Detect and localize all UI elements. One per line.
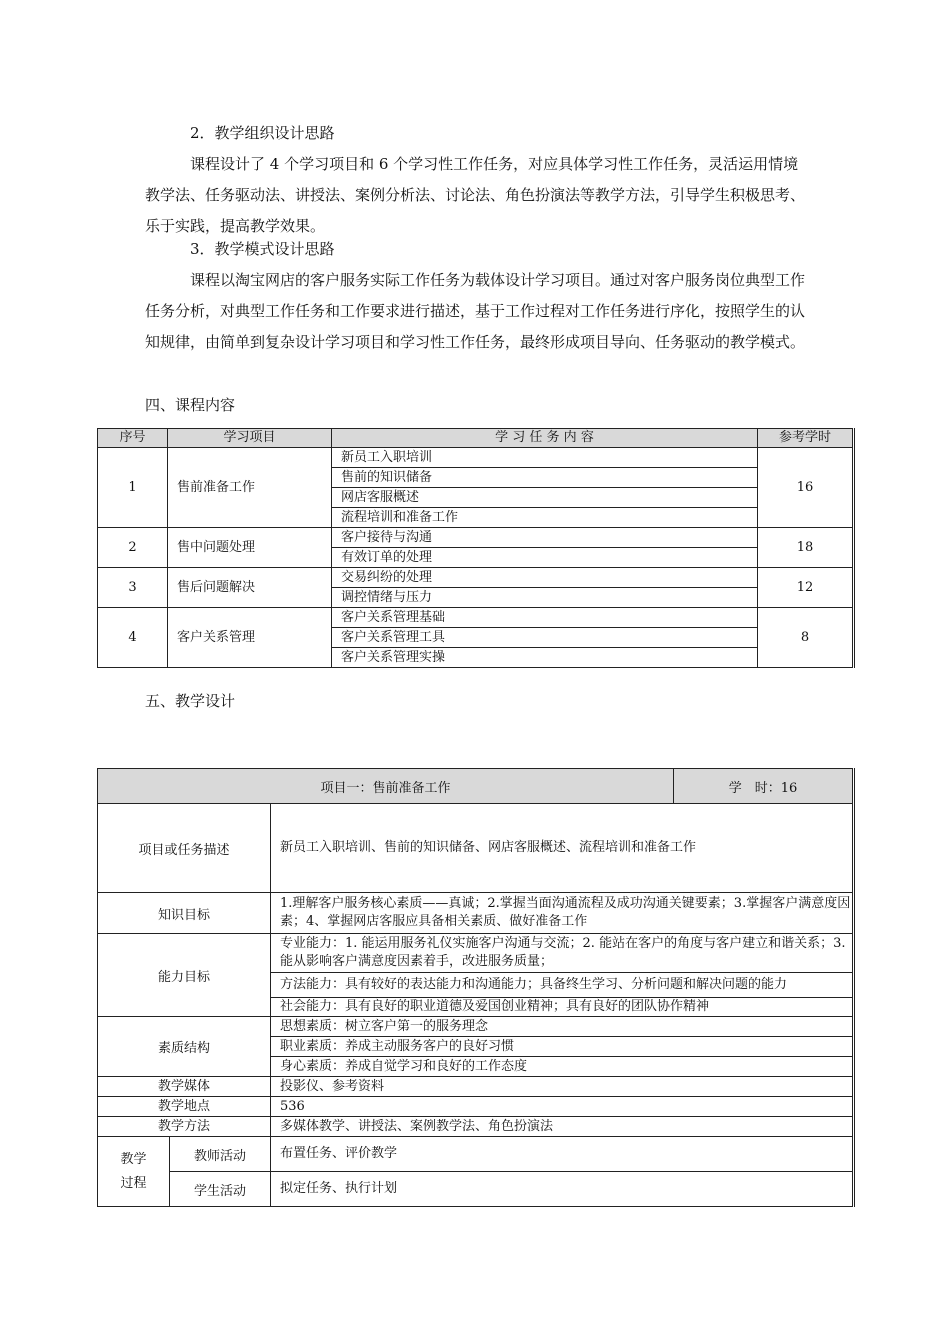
row-project: 售后问题解决 xyxy=(168,568,332,608)
header-no: 序号 xyxy=(98,429,168,448)
section2-heading: 2．教学组织设计思路 xyxy=(190,124,335,142)
process-label: 教学过程 xyxy=(98,1137,170,1207)
ability-social: 社会能力：具有良好的职业道德及爱国创业精神；具有良好的团队协作精神 xyxy=(271,998,854,1017)
place-value: 536 xyxy=(271,1097,854,1117)
project-title: 项目一：售前准备工作 xyxy=(98,769,674,804)
table-row xyxy=(98,568,854,588)
knowledge-value: 1.理解客户服务核心素质——真诚；2.掌握当面沟通流程及成功沟通关键要素；3.掌握客户满意度因素；4、掌握网店客服应具备相关素质、做好准备工作 xyxy=(271,893,854,934)
ability-professional: 专业能力：1. 能运用服务礼仪实施客户沟通与交流；2. 能站在客户的角度与客户建立和谐关系；3. 能从影响客户满意度因素着手，改进服务质量； xyxy=(271,934,854,973)
section5-title: 五、教学设计 xyxy=(145,692,236,710)
teaching-design-table xyxy=(97,768,855,1207)
row-task: 流程培训和准备工作 xyxy=(332,508,758,528)
row-no: 4 xyxy=(98,608,168,668)
row-no: 2 xyxy=(98,528,168,568)
header-hours: 参考学时 xyxy=(758,429,854,448)
desc-value: 新员工入职培训、售前的知识储备、网店客服概述、流程培训和准备工作 xyxy=(271,804,854,893)
table-row xyxy=(98,448,854,468)
table-row xyxy=(98,608,854,628)
row-no: 1 xyxy=(98,448,168,528)
table-row xyxy=(98,528,854,548)
section3-body: 课程以淘宝网店的客户服务实际工作任务为载体设计学习项目。通过对客户服务岗位典型工作任务分析，对典型工作任务和工作要求进行描述，基于工作过程对工作任务进行序化，按照学生的认知规律，由简单到复杂设计学习项目和学习性工作任务，最终形成项目导向、任务驱动的教学模式。 xyxy=(145,271,806,351)
project-header-row xyxy=(98,769,854,804)
knowledge-label: 知识目标 xyxy=(98,893,271,934)
row-task: 交易纠纷的处理 xyxy=(332,568,758,588)
row-no: 3 xyxy=(98,568,168,608)
media-value: 投影仪、参考资料 xyxy=(271,1077,854,1097)
row-hours: 18 xyxy=(758,528,854,568)
quality-thought: 思想素质：树立客户第一的服务理念 xyxy=(271,1017,854,1037)
section3-heading: 3．教学模式设计思路 xyxy=(190,240,335,258)
place-label: 教学地点 xyxy=(98,1097,271,1117)
row-task: 有效订单的处理 xyxy=(332,548,758,568)
row-task: 客户关系管理实操 xyxy=(332,648,758,668)
header-project: 学习项目 xyxy=(168,429,332,448)
section2-body: 课程设计了 4 个学习项目和 6 个学习性工作任务，对应具体学习性工作任务，灵活运用情境教学法、任务驱动法、讲授法、案例分析法、讨论法、角色扮演法等教学方法，引导学生积极思考、乐于实践，提高教学效果。 xyxy=(145,155,806,235)
course-content-table xyxy=(97,428,855,668)
student-activity-value: 拟定任务、执行计划 xyxy=(271,1172,854,1207)
row-task: 客户关系管理工具 xyxy=(332,628,758,648)
row-task: 调控情绪与压力 xyxy=(332,588,758,608)
section4-title: 四、课程内容 xyxy=(145,396,236,414)
row-task: 客户接待与沟通 xyxy=(332,528,758,548)
method-value: 多媒体教学、讲授法、案例教学法、角色扮演法 xyxy=(271,1117,854,1137)
project-hours: 学 时：16 xyxy=(674,769,854,804)
row-project: 售前准备工作 xyxy=(168,448,332,528)
row-task: 网店客服概述 xyxy=(332,488,758,508)
row-task: 客户关系管理基础 xyxy=(332,608,758,628)
desc-label: 项目或任务描述 xyxy=(98,804,271,893)
quality-mental: 身心素质：养成自觉学习和良好的工作态度 xyxy=(271,1057,854,1077)
student-activity-label: 学生活动 xyxy=(170,1172,271,1207)
teacher-activity-value: 布置任务、评价教学 xyxy=(271,1137,854,1172)
quality-professional: 职业素质：养成主动服务客户的良好习惯 xyxy=(271,1037,854,1057)
row-hours: 8 xyxy=(758,608,854,668)
row-project: 售中问题处理 xyxy=(168,528,332,568)
ability-method: 方法能力：具有较好的表达能力和沟通能力；具备终生学习、分析问题和解决问题的能力 xyxy=(271,973,854,998)
method-label: 教学方法 xyxy=(98,1117,271,1137)
media-label: 教学媒体 xyxy=(98,1077,271,1097)
row-hours: 16 xyxy=(758,448,854,528)
quality-label: 素质结构 xyxy=(98,1017,271,1077)
table-header-row xyxy=(98,429,854,448)
ability-label: 能力目标 xyxy=(98,934,271,1017)
header-tasks: 学 习 任 务 内 容 xyxy=(332,429,758,448)
teacher-activity-label: 教师活动 xyxy=(170,1137,271,1172)
row-task: 新员工入职培训 xyxy=(332,448,758,468)
row-project: 客户关系管理 xyxy=(168,608,332,668)
row-hours: 12 xyxy=(758,568,854,608)
row-task: 售前的知识储备 xyxy=(332,468,758,488)
